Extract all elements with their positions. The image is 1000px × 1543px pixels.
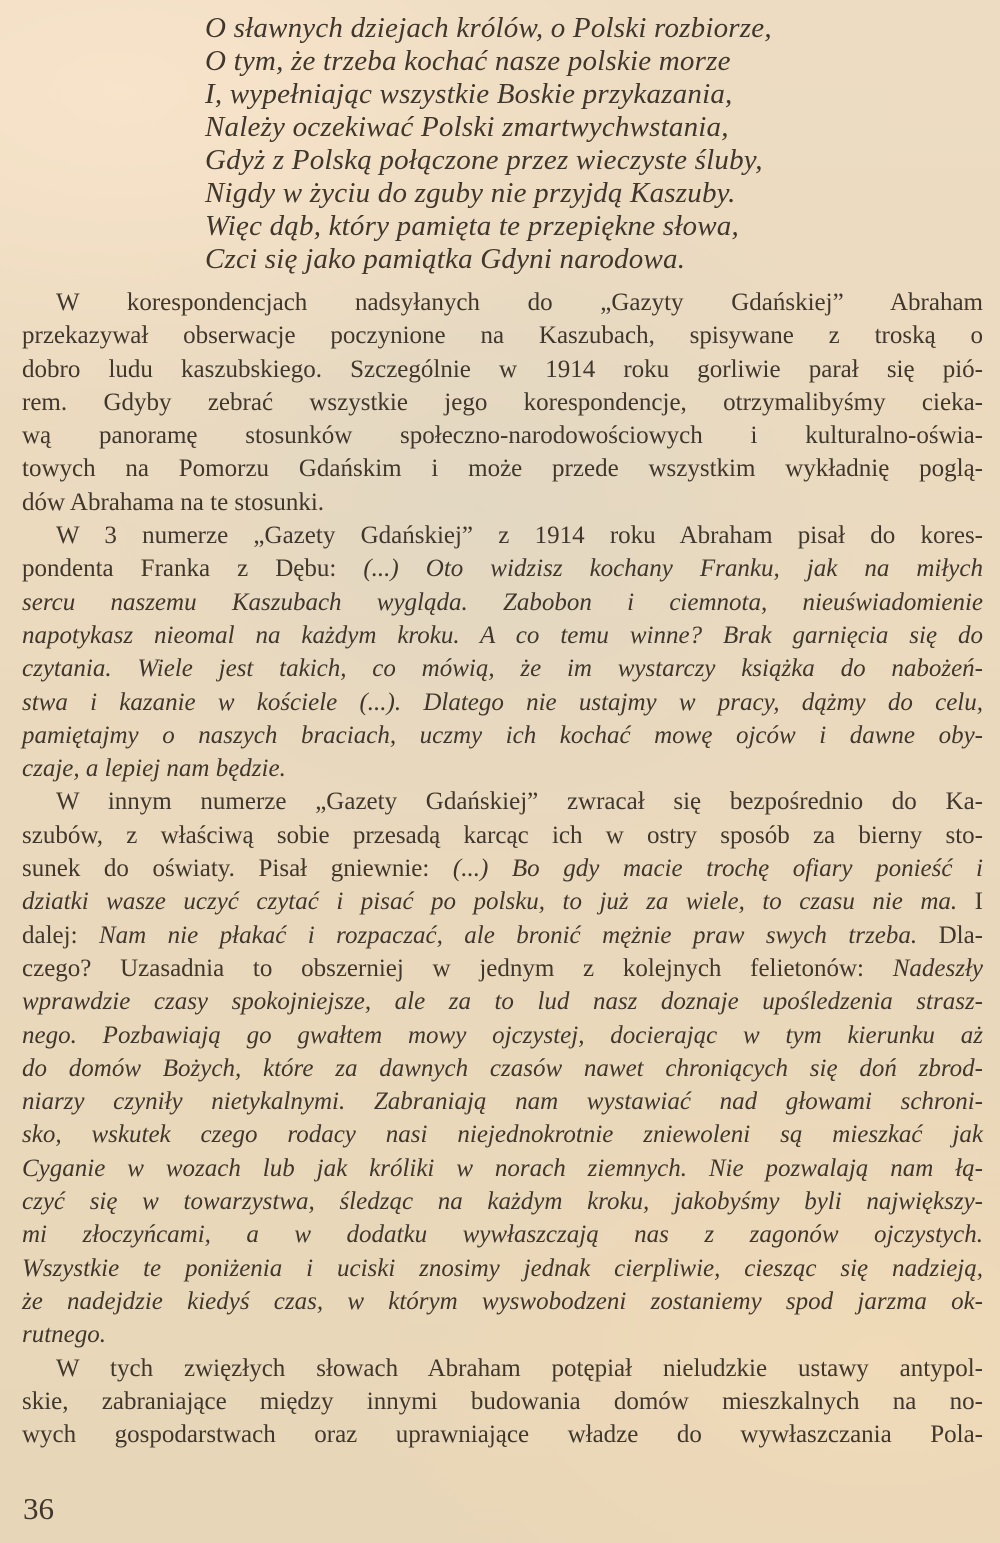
quoted-text-run: czytania. Wiele jest takich, co mówią, że im wystarczy książka do nabożeń- [22, 655, 983, 683]
text-run: W tych zwięzłych słowach Abraham potępiał nieludzkie ustawy antypol- [56, 1354, 983, 1382]
text-line [22, 1418, 983, 1451]
text-line [22, 1152, 983, 1185]
text-line [22, 1185, 983, 1218]
text-line [22, 952, 983, 985]
paragraph [22, 785, 983, 1351]
text-line [22, 286, 983, 319]
paragraph [22, 519, 983, 785]
poem-line: Nigdy w życiu do zguby nie przyjdą Kaszuby. [205, 177, 736, 209]
text-line [22, 586, 983, 619]
poem-line: O tym, że trzeba kochać nasze polskie morze [205, 45, 731, 77]
poem-line: I, wypełniając wszystkie Boskie przykazania, [205, 78, 733, 110]
text-line [22, 719, 983, 752]
text-run: wą panoramę stosunków społeczno-narodowościowych i kulturalno-oświa- [22, 422, 983, 450]
text-line [22, 353, 983, 386]
text-run: Dla- [938, 921, 983, 949]
text-line [22, 1352, 983, 1385]
quoted-text-run: niarzy czyniły nietykalnymi. Zabraniają nam wystawiać nad głowami schroni- [22, 1088, 983, 1116]
text-run: wych gospodarstwach oraz uprawniające władze do wywłaszczania Pola- [22, 1421, 983, 1449]
quoted-text-run: czyć się w towarzystwa, śledząc na każdym kroku, jakobyśmy byli największy- [22, 1188, 983, 1216]
text-run: czego? Uzasadnia to obszerniej w jednym z kolejnych felietonów: [22, 954, 893, 982]
poem-line: Należy oczekiwać Polski zmartwychwstania, [205, 111, 729, 143]
text-run: sunek do oświaty. Pisał gniewnie: [22, 855, 453, 883]
text-line [22, 486, 983, 519]
text-line [22, 452, 983, 485]
text-line [22, 752, 983, 785]
quoted-text-run: nego. Pozbawiają go gwałtem mowy ojczystej, docierając w tym kierunku aż [22, 1021, 983, 1049]
text-line [22, 1019, 983, 1052]
poem [205, 0, 970, 276]
text-run: rem. Gdyby zebrać wszystkie jego korespondencje, otrzymalibyśmy cieka- [22, 388, 983, 416]
text-line [22, 785, 983, 818]
text-line [22, 1285, 983, 1318]
text-line [22, 919, 983, 952]
text-run: przekazywał obserwacje poczynione na Kaszubach, spisywane z troską o [22, 322, 983, 350]
poem-line: Więc dąb, który pamięta te przepiękne słowa, [205, 210, 739, 242]
text-line [22, 686, 983, 719]
quoted-text-run: wprawdzie czasy spokojniejsze, ale za to lud nasz doznaje upośledzenia strasz- [22, 988, 983, 1016]
text-line [22, 552, 983, 585]
text-line [22, 1252, 983, 1285]
text-line [22, 619, 983, 652]
text-line [22, 419, 983, 452]
text-line [22, 1085, 983, 1118]
text-run: dobro ludu kaszubskiego. Szczególnie w 1914 roku gorliwie parał się pió- [22, 355, 983, 383]
quoted-text-run: Nadeszły [892, 954, 983, 982]
text-run: I [974, 888, 983, 916]
poem-line: O sławnych dziejach królów, o Polski rozbiorze, [205, 12, 772, 44]
text-run: skie, zabraniające między innymi budowania domów mieszkalnych na no- [22, 1387, 983, 1415]
quoted-text-run: Cyganie w wozach lub jak króliki w norach ziemnych. Nie pozwalają nam łą- [22, 1154, 983, 1182]
paragraph [22, 1352, 983, 1452]
quoted-text-run: Nam nie płakać i rozpaczać, ale bronić mężnie praw swych trzeba. [98, 921, 939, 949]
text-run: szubów, z właściwą sobie przesadą karcąc ich w ostry sposób za bierny sto- [22, 821, 983, 849]
text-run: pondenta Franka z Dębu: [22, 555, 364, 583]
text-line [22, 319, 983, 352]
text-line [22, 985, 983, 1018]
text-line [22, 1318, 983, 1351]
text-line [22, 852, 983, 885]
text-run: W innym numerze „Gazety Gdańskiej” zwracał się bezpośrednio do Ka- [56, 788, 983, 816]
poem-line: Czci się jako pamiątka Gdyni narodowa. [205, 243, 686, 275]
quoted-text-run: mi złoczyńcami, a w dodatku wywłaszczają nas z zagonów ojczystych. [22, 1221, 983, 1249]
quoted-text-run: dziatki wasze uczyć czytać i pisać po polsku, to już za wiele, to czasu nie ma. [22, 888, 975, 916]
text-run: dów Abrahama na te stosunki. [22, 488, 325, 516]
page-number: 36 [23, 1491, 54, 1527]
text-run: W 3 numerze „Gazety Gdańskiej” z 1914 roku Abraham pisał do kores- [56, 522, 983, 550]
quoted-text-run: pamiętajmy o naszych braciach, uczmy ich kochać mowę ojców i dawne oby- [22, 721, 983, 749]
text-line [22, 386, 983, 419]
text-line [22, 885, 983, 918]
text-line [22, 652, 983, 685]
text-run: W korespondencjach nadsyłanych do „Gazyty Gdańskiej” Abraham [56, 289, 983, 316]
quoted-text-run: (...) Bo gdy macie trochę ofiary ponieść i [452, 855, 983, 883]
quoted-text-run: czaje, a lepiej nam będzie. [22, 755, 286, 783]
quoted-text-run: sercu naszemu Kaszubach wygląda. Zabobon i ciemnota, nieuświadomienie [22, 588, 983, 616]
text-line [22, 1218, 983, 1251]
quoted-text-run: napotykasz nieomal na każdym kroku. A co temu winne? Brak garnięcia się do [22, 621, 983, 649]
text-line [22, 1118, 983, 1151]
quoted-text-run: że nadejdzie kiedyś czas, w którym wyswobodzeni zostaniemy spod jarzma ok- [22, 1287, 983, 1315]
text-run: towych na Pomorzu Gdańskim i może przede wszystkim wykładnię poglą- [22, 455, 983, 483]
text-line [22, 819, 983, 852]
quoted-text-run: stwa i kazanie w kościele (...). Dlatego nie ustajmy w pracy, dążmy do celu, [22, 688, 983, 716]
text-line [22, 1052, 983, 1085]
quoted-text-run: do domów Bożych, które za dawnych czasów nawet chroniących się doń zbrod- [22, 1054, 983, 1082]
quoted-text-run: sko, wskutek czego rodacy nasi niejednokrotnie zniewoleni są mieszkać jak [22, 1121, 983, 1149]
paragraph [22, 286, 983, 519]
text-run: dalej: [22, 921, 99, 949]
poem-line: Gdyż z Polską połączone przez wieczyste śluby, [205, 144, 763, 176]
text-line [22, 1385, 983, 1418]
body-text [22, 286, 983, 1451]
quoted-text-run: Wszystkie te poniżenia i uciski znosimy jednak cierpliwie, ciesząc się nadzieją, [22, 1254, 983, 1282]
quoted-text-run: rutnego. [22, 1321, 107, 1349]
quoted-text-run: (...) Oto widzisz kochany Franku, jak na miłych [363, 555, 983, 583]
text-line [22, 519, 983, 552]
